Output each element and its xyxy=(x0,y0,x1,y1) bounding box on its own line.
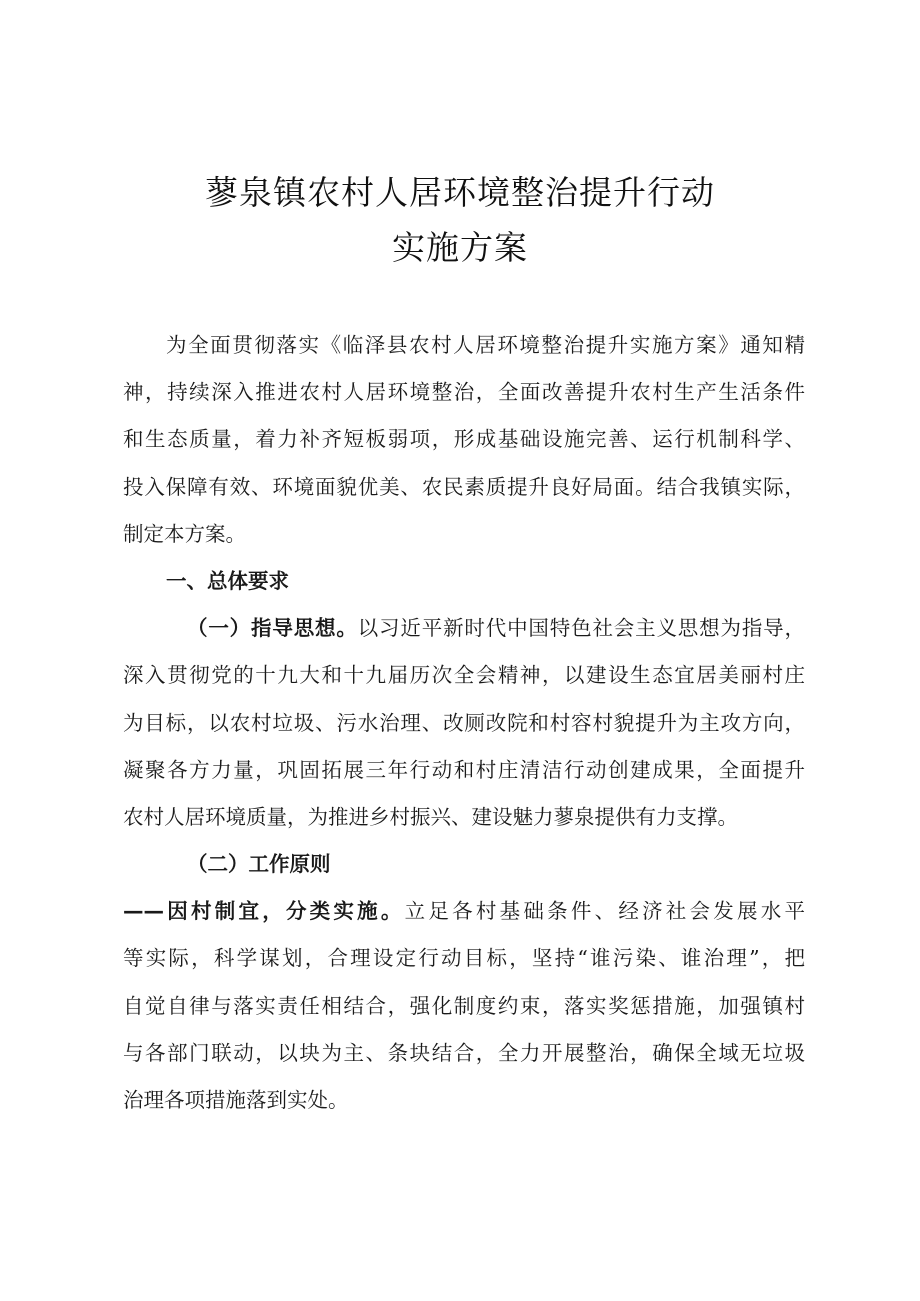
subsection-heading: （一）指导思想。 xyxy=(187,616,358,641)
guiding-thought-line: 为目标，以农村垃圾、污水治理、改厕改院和村容村貌提升为主攻方向， xyxy=(123,710,805,735)
principle-line: 自觉自律与落实责任相结合，强化制度约束，落实奖惩措施，加强镇村 xyxy=(123,993,805,1018)
guiding-thought-line: 凝聚各方力量，巩固拓展三年行动和村庄清洁行动创建成果，全面提升 xyxy=(123,757,805,782)
paragraph-text: 以习近平新时代中国特色社会主义思想为指导， xyxy=(357,616,806,641)
document-title-line-2: 实施方案 xyxy=(392,228,528,267)
guiding-thought-line xyxy=(123,605,805,652)
intro-paragraph-line: 和生态质量，着力补齐短板弱项，形成基础设施完善、运行机制科学、 xyxy=(123,427,805,452)
intro-paragraph-line: 为全面贯彻落实《临泽县农村人居环境整治提升实施方案》通知精 xyxy=(166,333,805,357)
subsection-heading: （二）工作原则 xyxy=(187,852,331,877)
principle-line xyxy=(123,888,805,935)
principle-line: 治理各项措施落到实处。 xyxy=(123,1088,349,1112)
document-body xyxy=(123,322,805,1124)
intro-paragraph-line: 制定本方案。 xyxy=(123,521,246,546)
section-heading: 一、总体要求 xyxy=(166,568,289,593)
guiding-thought-line: 农村人居环境质量，为推进乡村振兴、建设魅力蓼泉提供有力支撑。 xyxy=(123,804,738,829)
paragraph-text: 立足各村基础条件、经济社会发展水平 xyxy=(404,899,806,924)
document-title-line-1: 蓼泉镇农村人居环境整治提升行动 xyxy=(205,173,715,212)
principle-heading: ——因村制宜，分类实施。 xyxy=(123,899,405,924)
guiding-thought-line: 深入贯彻党的十九大和十九届历次全会精神，以建设生态宜居美丽村庄 xyxy=(123,663,805,688)
principle-line: 与各部门联动，以块为主、条块结合，全力开展整治，确保全域无垃圾 xyxy=(123,1040,805,1065)
principle-line: 等实际，科学谋划，合理设定行动目标，坚持“谁污染、谁治理”，把 xyxy=(123,946,805,971)
intro-paragraph-line: 神，持续深入推进农村人居环境整治，全面改善提升农村生产生活条件 xyxy=(123,380,805,405)
intro-paragraph-line: 投入保障有效、环境面貌优美、农民素质提升良好局面。结合我镇实际， xyxy=(123,474,805,499)
